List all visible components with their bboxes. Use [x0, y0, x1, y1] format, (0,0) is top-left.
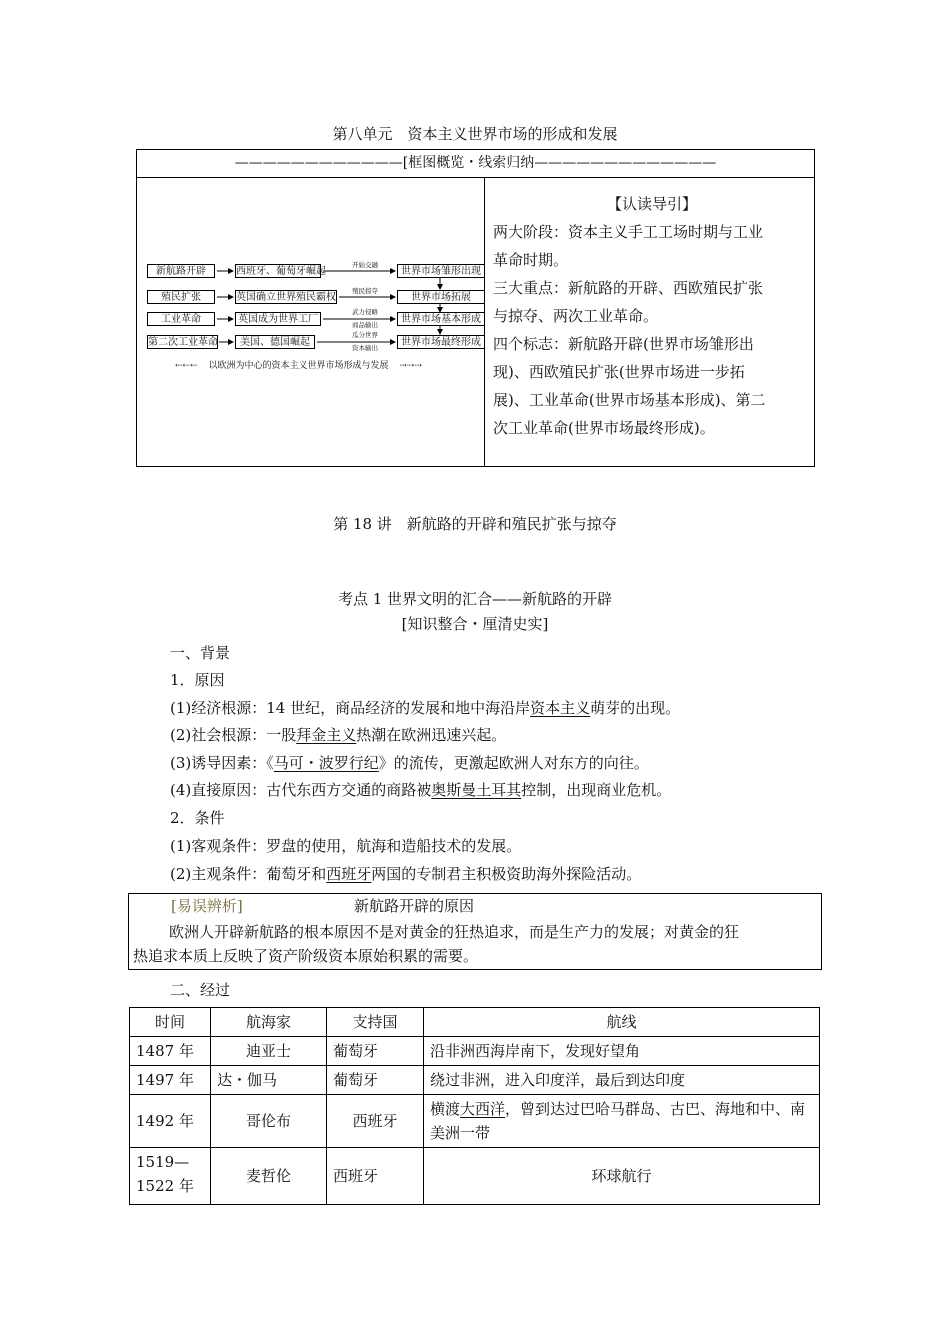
- topic-title: 考点 1 世界文明的汇合——新航路的开辟: [337, 590, 613, 608]
- cause-text: 萌芽的出现。: [590, 699, 681, 717]
- cause-text: (2)社会根源：一股: [170, 726, 297, 744]
- route-text: ，曾到达过巴哈马群岛、古巴、海地和中、南美洲一带: [430, 1100, 806, 1142]
- route-cell: 环球航行: [424, 1148, 820, 1205]
- navigator-cell: 达・伽马: [211, 1066, 327, 1095]
- flow-mid-box: 英国成为世界工厂: [235, 312, 321, 326]
- flow-right-box: 世界市场基本形成: [397, 312, 485, 326]
- cause-line: [170, 725, 506, 745]
- overview-header: ————————————[框图概览・线索归纳—————————————: [137, 150, 814, 178]
- table-header-row: [130, 1008, 820, 1037]
- voyages-table: [129, 1007, 820, 1205]
- flow-arrow-label: 殖民掠夺: [352, 287, 378, 295]
- country-cell: 葡萄牙: [327, 1037, 424, 1066]
- pitfall-text: 热追求本质上反映了资产阶级资本原始积累的需要。: [133, 947, 479, 965]
- condition-key-term: 西班牙: [326, 865, 372, 883]
- unit-title: 第八单元 资本主义世界市场的形成和发展: [332, 125, 618, 143]
- flow-caption-row: [175, 360, 475, 372]
- flow-left-box: 新航路开辟: [147, 264, 215, 278]
- pitfall-tag: [易误辨析]: [171, 897, 243, 915]
- overview-box: [136, 149, 815, 467]
- cause-line: [170, 780, 671, 800]
- lecture-title: 第 18 讲 新航路的开辟和殖民扩张与掠夺: [333, 515, 617, 533]
- cause-text: (4)直接原因：古代东西方交通的商路被: [170, 781, 432, 799]
- guide-line: 革命时期。: [493, 251, 569, 269]
- country-cell: 西班牙: [327, 1095, 424, 1148]
- cause-line: [170, 698, 680, 718]
- route-key-term: 大西洋: [460, 1100, 506, 1118]
- pitfall-title: 新航路开辟的原因: [354, 897, 475, 915]
- table-header-cell: 航线: [424, 1008, 820, 1037]
- table-header-cell: 航海家: [211, 1008, 327, 1037]
- pitfall-tag-row: [171, 896, 243, 916]
- table-row: [130, 1148, 820, 1205]
- cause-key-term: 资本主义: [530, 699, 591, 717]
- section-heading: 一、背景: [170, 644, 231, 662]
- cause-line: [170, 753, 649, 773]
- guide-panel: [493, 190, 811, 442]
- cause-text: 热潮在欧洲迅速兴起。: [356, 726, 507, 744]
- cause-text: (1)经济根源：14 世纪，商品经济的发展和地中海沿岸: [170, 699, 531, 717]
- flow-mid-box: 西班牙、葡萄牙崛起: [236, 266, 326, 277]
- guide-line: 现)、西欧殖民扩张(世界市场进一步拓: [493, 363, 745, 381]
- flow-arrow-label: 武力侵略: [352, 308, 378, 316]
- flow-mid-box: 英国确立世界殖民霸权: [236, 292, 336, 303]
- subsection-heading: 1．原因: [170, 671, 225, 689]
- table-row: [130, 1095, 820, 1148]
- guide-line: 两大阶段：资本主义手工工场时期与工业: [493, 223, 764, 241]
- navigator-cell: 麦哲伦: [211, 1148, 327, 1205]
- flow-right-box: 世界市场雏形出现: [397, 264, 485, 278]
- condition-line: [170, 864, 641, 884]
- flow-diagram: [145, 260, 481, 390]
- route-cell: 沿非洲西海岸南下，发现好望角: [424, 1037, 820, 1066]
- condition-line: (1)客观条件：罗盘的使用，航海和造船技术的发展。: [170, 837, 522, 855]
- guide-line: 四个标志：新航路开辟(世界市场雏形出: [493, 335, 754, 353]
- flow-arrow-label: 商品输出: [352, 321, 378, 329]
- cause-text: 控制，出现商业危机。: [521, 781, 672, 799]
- time-cell: 1497 年: [130, 1066, 211, 1095]
- flow-mid-box: 美国、德国崛起: [235, 335, 315, 349]
- flow-right-box: 世界市场拓展: [397, 290, 485, 304]
- condition-text: 两国的专制君主积极资助海外探险活动。: [371, 865, 642, 883]
- time-cell: 1487 年: [130, 1037, 211, 1066]
- condition-text: (2)主观条件：葡萄牙和: [170, 865, 327, 883]
- flow-left-box: 第二次工业革命: [148, 337, 218, 348]
- topic-subtitle: [知识整合・厘清史实]: [401, 615, 549, 633]
- flow-caption: 以欧洲为中心的资本主义世界市场形成与发展: [208, 361, 389, 371]
- guide-title: 【认读导引】: [606, 195, 697, 213]
- section-heading: 二、经过: [170, 981, 231, 999]
- flow-left-box: 殖民扩张: [147, 290, 215, 304]
- flow-right-box: 世界市场最终形成: [397, 335, 485, 349]
- cause-key-term: 奥斯曼土耳其: [431, 781, 522, 799]
- table-header-cell: 支持国: [327, 1008, 424, 1037]
- caption-right-arrow: ⇢⇢⇢: [399, 361, 423, 371]
- route-cell: 绕过非洲，进入印度洋，最后到达印度: [424, 1066, 820, 1095]
- flow-arrow-label: 瓜分世界: [352, 331, 378, 339]
- time-cell: 1519—1522 年: [130, 1148, 211, 1205]
- cause-key-term: 拜金主义: [296, 726, 357, 744]
- cause-text: 》的流传，更激起欧洲人对东方的向往。: [378, 754, 649, 772]
- route-cell: [424, 1095, 820, 1148]
- guide-line: 次工业革命(世界市场最终形成)。: [493, 419, 715, 437]
- flow-arrow-label: 资本输出: [352, 344, 378, 352]
- pitfall-text: 欧洲人开辟新航路的根本原因不是对黄金的狂热追求，而是生产力的发展；对黄金的狂: [169, 923, 740, 941]
- country-cell: 西班牙: [327, 1148, 424, 1205]
- table-row: [130, 1037, 820, 1066]
- table-row: [130, 1066, 820, 1095]
- pitfall-box: [128, 893, 822, 970]
- table-header-cell: 时间: [130, 1008, 211, 1037]
- guide-line: 三大重点：新航路的开辟、西欧殖民扩张: [493, 279, 764, 297]
- navigator-cell: 迪亚士: [211, 1037, 327, 1066]
- guide-line: 与掠夺、两次工业革命。: [493, 307, 659, 325]
- subsection-heading: 2．条件: [170, 809, 225, 827]
- country-cell: 葡萄牙: [327, 1066, 424, 1095]
- time-cell: 1492 年: [130, 1095, 211, 1148]
- cause-text: (3)诱导因素：《: [170, 754, 274, 772]
- navigator-cell: 哥伦布: [211, 1095, 327, 1148]
- flow-arrow-label: 开始交融: [352, 261, 378, 269]
- cause-key-term: 马可・波罗行纪: [273, 754, 379, 772]
- route-text: 横渡: [430, 1100, 461, 1118]
- guide-line: 展)、工业革命(世界市场基本形成)、第二: [493, 391, 766, 409]
- flow-left-box: 工业革命: [147, 312, 215, 326]
- caption-left-arrow: ⇠⇠⇠: [175, 361, 198, 371]
